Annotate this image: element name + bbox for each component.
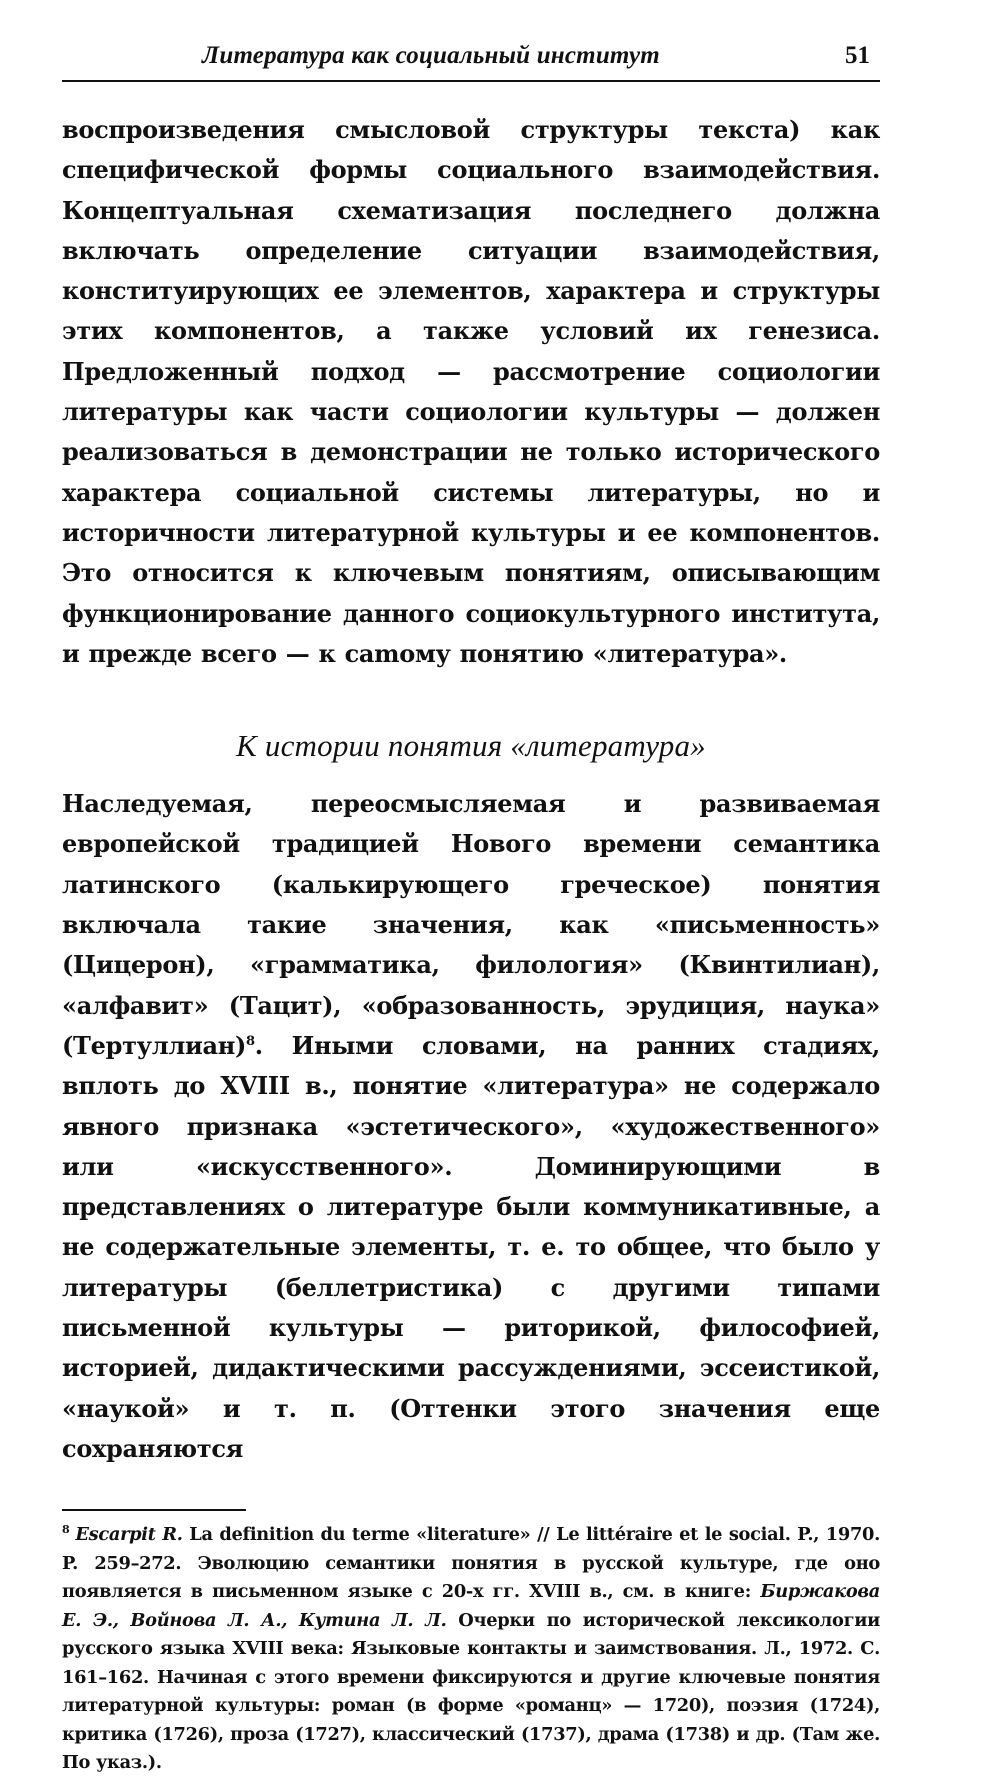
footnote-authors-2: Биржакова Е. Э., Войнова Л. А., Кутина Л. Л. <box>62 1581 880 1631</box>
footnote-divider <box>62 1509 246 1511</box>
footnote-text-1: La definition du terme «literature» // Le littéraire et le social. P., 1970. P. 259–272. Эволюцию семантики понятия в русской культуре, где оно появляется в письменном языке с 20-х гг. XVIII в., см. в книге: <box>62 1524 880 1603</box>
body-text <box>62 110 880 1469</box>
paragraph-2-part-1: Наследуемая, переосмысляемая и развиваемая европейской традицией Нового времени семантика латинского (калькирующего греческое) понятия включала такие значения, как «письменность» (Цицерон), «грамматика, филология» (Квинтилиан), «алфавит» (Тацит), «образованность, эрудиция, наука» (Тертуллиан) <box>62 789 880 1060</box>
book-page <box>62 40 880 1774</box>
footnote-reference[interactable]: 8 <box>246 1033 255 1049</box>
running-title: Литература как социальный институт <box>202 42 660 69</box>
page-number: 51 <box>845 42 870 69</box>
paragraph-2 <box>62 784 880 1469</box>
paragraph-2-part-2: . Иными словами, на ранних стадиях, вплоть до XVIII в., понятие «литература» не содержало явного признака «эстетического», «художественного» или «искусственного». Доминирующими в представлениях о литературе были коммуникативные, а не содержательные элементы, т. е. то общее, что было у литературы (беллетристика) с другими типами письменной культуры — риторикой, философией, историей, дидактическими рассуждениями, эссеистикой, «наукой» и т. п. (Оттенки этого значения еще сохраняются <box>62 1030 880 1463</box>
footnote-text-2: Очерки по исторической лексикологии русского языка XVIII века: Языковые контакты и заимствования. Л., 1972. С. 161–162. Начиная с этого времени фиксируются и другие ключевые понятия литературной культуры: роман (в форме «романц» — 1720), поэзия (1724), критика (1726), проза (1727), классический (1737), драма (1738) и др. (Там же. По указ.). <box>62 1609 880 1774</box>
paragraph-1: воспроизведения смысловой структуры текста) как специфической формы социального взаимодействия. Концептуальная схематизация последнего должна включать определение ситуации взаимодействия, конституирующих ее элементов, характера и структуры этих компонентов, а также условий их генезиса. Предложенный подход — рассмотрение социологии литературы как части социологии культуры — должен реализоваться в демонстрации не только исторического характера социальной системы литературы, но и историчности литературной культуры и ее компонентов. Это относится к ключевым понятиям, описывающим функционирование данного социокультурного института, и прежде всего — к саmому понятию «литература». <box>62 115 880 668</box>
running-header <box>62 40 880 82</box>
section-heading: К истории понятия «литература» <box>236 728 706 764</box>
footnote-8 <box>62 1521 880 1778</box>
footnote-marker: 8 <box>62 1523 70 1537</box>
footnote-author-1: Escarpit R. <box>75 1524 183 1546</box>
